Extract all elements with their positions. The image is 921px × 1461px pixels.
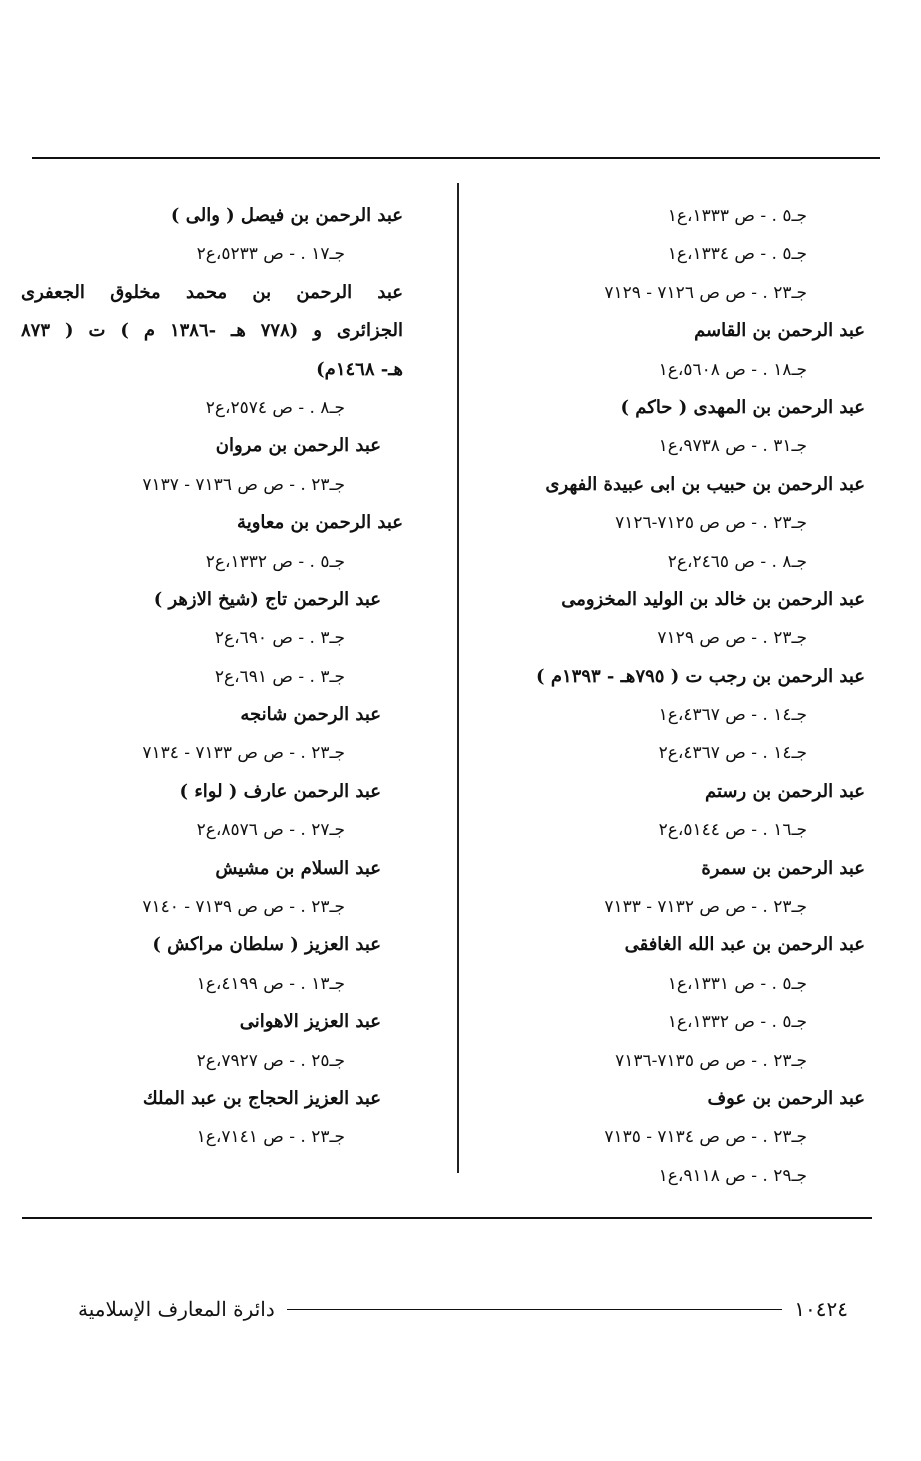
reference-line: جـ٢٥ . - ص ٧٩٢٧،ع٢ xyxy=(196,1050,345,1071)
reference-line: جـ٢٣ . - ص ص ٧١٣٢ - ٧١٣٣ xyxy=(604,897,807,918)
reference-line: جـ٢٣ . - ص ٧١٤١،ع١ xyxy=(196,1127,345,1148)
reference-line: جـ٢٣ . - ص ص ٧١٢٩ xyxy=(657,628,807,649)
reference-line: جـ٨ . - ص ٢٤٦٥،ع٢ xyxy=(667,551,807,572)
footer-title: دائرة المعارف الإسلامية xyxy=(78,1297,275,1321)
entry-heading: عبد الرحمن بن عبد الله الغافقى xyxy=(624,934,865,956)
reference-line: جـ٥ . - ص ١٣٣٤،ع١ xyxy=(667,244,807,265)
reference-line: جـ٢٧ . - ص ٨٥٧٦،ع٢ xyxy=(196,820,345,841)
reference-line: جـ١٤ . - ص ٤٣٦٧،ع١ xyxy=(658,705,807,726)
entry-heading: عبد الرحمن عارف ( لواء ) xyxy=(179,780,381,802)
reference-line: جـ٢٣ . - ص ص ٧١٣٩ - ٧١٤٠ xyxy=(142,897,345,918)
page-footer xyxy=(78,1294,848,1324)
entry-heading: عبد الرحمن بن معاوية xyxy=(237,512,403,534)
reference-line: جـ٥ . - ص ١٣٣١،ع١ xyxy=(667,973,807,994)
column-divider xyxy=(457,183,459,1173)
reference-line: جـ٥ . - ص ١٣٣٣،ع١ xyxy=(667,206,807,226)
entry-heading: عبد الرحمن بن حبيب بن ابى عبيدة الفهرى xyxy=(545,473,865,495)
page-number: ١٠٤٢٤ xyxy=(794,1297,848,1321)
reference-line: جـ٨ . - ص ٢٥٧٤،ع٢ xyxy=(205,397,345,418)
entry-heading: عبد الرحمن بن المهدى ( حاكم ) xyxy=(620,396,865,418)
entry-heading: عبد العزيز ( سلطان مراكش ) xyxy=(152,934,381,956)
reference-line: جـ٢٣ . - ص ص ٧١٣٤ - ٧١٣٥ xyxy=(604,1127,807,1148)
reference-line: جـ١٧ . - ص ٥٢٣٣،ع٢ xyxy=(196,244,345,265)
entry-heading: عبد الرحمن شانجه xyxy=(240,704,381,726)
reference-line: جـ٢٩ . - ص ٩١١٨،ع١ xyxy=(658,1165,807,1186)
entry-heading: عبد الرحمن تاج (شيخ الازهر ) xyxy=(153,588,381,610)
reference-line: جـ١٤ . - ص ٤٣٦٧،ع٢ xyxy=(658,743,807,764)
reference-line: جـ٢٣ . - ص ص ٧١٣٥-٧١٣٦ xyxy=(615,1050,807,1071)
reference-line: جـ٥ . - ص ١٣٣٢،ع١ xyxy=(667,1012,807,1033)
reference-line: جـ٢٣ . - ص ص ٧١٣٦ - ٧١٣٧ xyxy=(142,474,345,495)
entry-heading: عبد السلام بن مشيش xyxy=(215,857,381,879)
entry-heading: عبد العزيز الاهوانى xyxy=(239,1011,381,1033)
reference-line: جـ٣ . - ص ٦٩١،ع٢ xyxy=(214,666,345,687)
reference-line: جـ٢٣ . - ص ص ٧١٣٣ - ٧١٣٤ xyxy=(142,743,345,764)
bottom-rule xyxy=(22,1217,872,1219)
right-column xyxy=(465,197,865,1195)
reference-line: جـ١٨ . - ص ٥٦٠٨،ع١ xyxy=(658,359,807,380)
entry-heading: عبد العزيز الحجاج بن عبد الملك xyxy=(142,1087,381,1109)
entry-heading: عبد الرحمن بن رستم xyxy=(705,780,865,802)
reference-line: جـ٢٣ . - ص ص ٧١٢٥-٧١٢٦ xyxy=(615,513,807,534)
entry-heading: الجزائرى و (٧٧٨ هـ -١٣٨٦ م ) ت ( ٨٧٣ xyxy=(21,320,403,342)
reference-line: جـ١٦ . - ص ٥١٤٤،ع٢ xyxy=(658,820,807,841)
left-column xyxy=(21,197,403,1157)
reference-line: جـ٥ . - ص ١٣٣٢،ع٢ xyxy=(205,551,345,572)
entry-heading: عبد الرحمن بن رجب ت ( ٧٩٥هـ - ١٣٩٣م ) xyxy=(536,665,865,687)
top-rule xyxy=(32,157,880,159)
reference-line: جـ٣١ . - ص ٩٧٣٨،ع١ xyxy=(658,436,807,457)
reference-line: جـ٣ . - ص ٦٩٠،ع٢ xyxy=(214,628,345,649)
entry-heading: عبد الرحمن بن القاسم xyxy=(694,320,865,342)
reference-line: جـ١٣ . - ص ٤١٩٩،ع١ xyxy=(196,973,345,994)
entry-heading: عبد الرحمن بن فيصل ( والى ) xyxy=(170,205,403,226)
entry-heading: عبد الرحمن بن سمرة xyxy=(701,857,865,879)
entry-heading: عبد الرحمن بن خالد بن الوليد المخزومى xyxy=(561,588,865,610)
entry-heading: هـ- ١٤٦٨م) xyxy=(316,358,403,380)
entry-heading: عبد الرحمن بن مروان xyxy=(215,435,381,457)
entry-heading: عبد الرحمن بن محمد مخلوق الجعفرى xyxy=(21,281,403,303)
entry-heading: عبد الرحمن بن عوف xyxy=(707,1087,865,1109)
footer-dash xyxy=(287,1309,783,1310)
reference-line: جـ٢٣ . - ص ص ٧١٢٦ - ٧١٢٩ xyxy=(604,282,807,303)
